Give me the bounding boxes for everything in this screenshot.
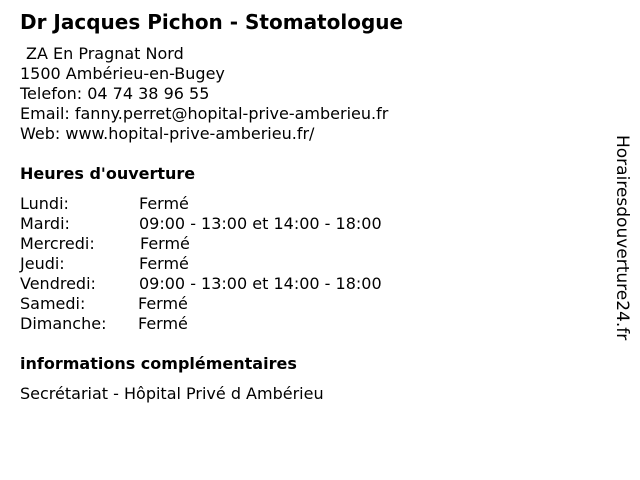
address-web: Web: www.hopital-prive-amberieu.fr/ xyxy=(20,124,315,143)
hours-day-label: Vendredi: xyxy=(20,274,96,293)
additional-info-heading: informations complémentaires xyxy=(20,354,297,373)
hours-time-value: 09:00 - 13:00 et 14:00 - 18:00 xyxy=(139,274,382,293)
site-watermark: Horairesdouverture24.fr xyxy=(612,135,632,341)
hours-time-value: Fermé xyxy=(138,314,188,333)
address-block xyxy=(20,44,388,144)
hours-day-label: Mardi: xyxy=(20,214,70,233)
hours-day-label: Dimanche: xyxy=(20,314,107,333)
address-city: 1500 Ambérieu-en-Bugey xyxy=(20,64,225,83)
hours-time-value: Fermé xyxy=(139,254,189,273)
address-street: ZA En Pragnat Nord xyxy=(26,44,184,63)
hours-time-value: Fermé xyxy=(140,234,190,253)
address-phone: Telefon: 04 74 38 96 55 xyxy=(20,84,210,103)
page-title: Dr Jacques Pichon - Stomatologue xyxy=(20,10,404,34)
hours-time-value: Fermé xyxy=(138,294,188,313)
hours-time-value: Fermé xyxy=(139,194,189,213)
hours-time-value: 09:00 - 13:00 et 14:00 - 18:00 xyxy=(139,214,382,233)
hours-day-label: Lundi: xyxy=(20,194,69,213)
opening-hours-heading: Heures d'ouverture xyxy=(20,164,196,183)
address-email: Email: fanny.perret@hopital-prive-amberieu.fr xyxy=(20,104,389,123)
hours-day-label: Mercredi: xyxy=(20,234,95,253)
hours-day-label: Jeudi: xyxy=(20,254,65,273)
hours-day-label: Samedi: xyxy=(20,294,86,313)
additional-info-text: Secrétariat - Hôpital Privé d Ambérieu xyxy=(20,384,324,403)
